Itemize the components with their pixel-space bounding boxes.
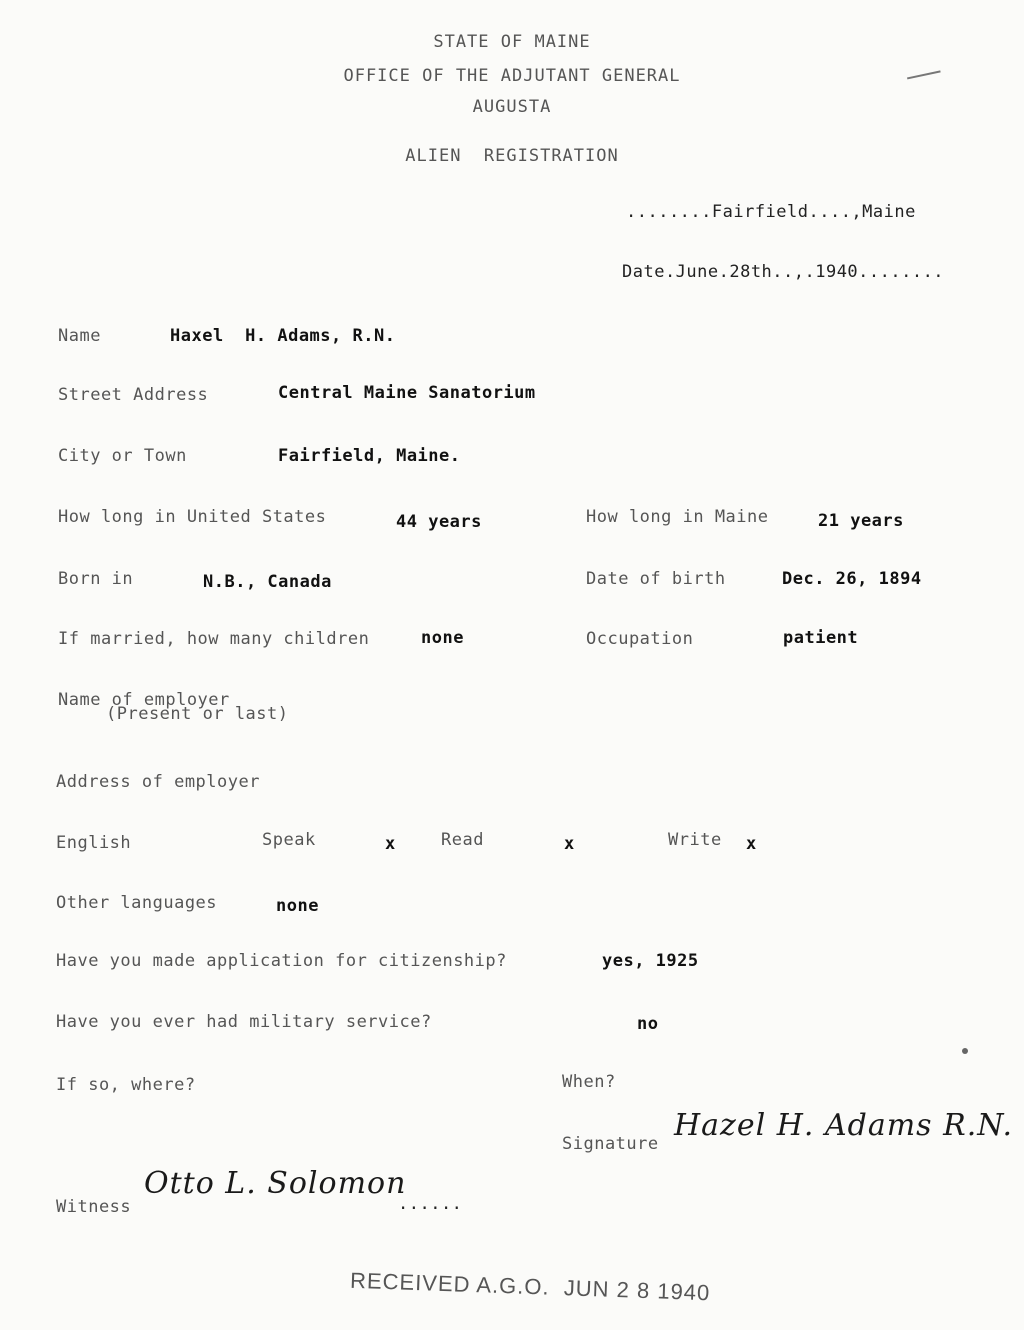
speak-mark: x: [385, 834, 396, 854]
name-value: Haxel H. Adams, R.N.: [170, 326, 396, 346]
maine-duration-label: How long in Maine: [586, 507, 769, 527]
witness-signature: Otto L. Solomon: [144, 1166, 407, 1201]
header-city: AUGUSTA: [472, 97, 552, 117]
form-title: ALIEN REGISTRATION: [405, 146, 619, 166]
speak-label: Speak: [262, 830, 316, 850]
english-label: English: [56, 833, 132, 853]
military-label: Have you ever had military service?: [56, 1012, 432, 1032]
street-value: Central Maine Sanatorium: [278, 383, 536, 403]
read-label: Read: [441, 830, 484, 850]
witness-label: Witness: [56, 1197, 132, 1217]
citizenship-value: yes, 1925: [602, 951, 699, 971]
city-value: Fairfield, Maine.: [278, 446, 461, 466]
signature-value: Hazel H. Adams R.N.: [674, 1108, 1014, 1143]
city-label: City or Town: [58, 446, 187, 466]
military-value: no: [637, 1014, 659, 1034]
employer-label: Name of employer: [58, 690, 230, 710]
when-label: When?: [562, 1072, 616, 1092]
occupation-label: Occupation: [586, 629, 694, 649]
where-label: If so, where?: [56, 1075, 196, 1095]
children-value: none: [421, 628, 464, 648]
witness-dots: ......: [398, 1194, 463, 1214]
maine-duration-value: 21 years: [818, 511, 904, 531]
employer-sublabel: (Present or last): [106, 704, 289, 724]
write-mark: x: [746, 834, 757, 854]
other-languages-label: Other languages: [56, 893, 218, 913]
dob-label: Date of birth: [586, 569, 726, 589]
occupation-value: patient: [783, 628, 859, 648]
employer-address-label: Address of employer: [56, 772, 260, 792]
header-office: OFFICE OF THE ADJUTANT GENERAL: [343, 66, 681, 86]
dob-value: Dec. 26, 1894: [782, 569, 922, 589]
write-label: Write: [668, 830, 722, 850]
street-label: Street Address: [58, 385, 209, 405]
birthplace-value: N.B., Canada: [203, 572, 332, 592]
other-languages-value: none: [276, 896, 319, 916]
header-state: STATE OF MAINE: [433, 32, 591, 52]
children-label: If married, how many children: [58, 629, 370, 649]
birthplace-label: Born in: [58, 569, 134, 589]
place-field: ........Fairfield....,Maine: [626, 202, 916, 222]
us-duration-label: How long in United States: [58, 507, 327, 527]
ink-dot: [962, 1048, 968, 1054]
read-mark: x: [564, 834, 575, 854]
date-field: Date.June.28th..,.1940........: [622, 262, 945, 282]
us-duration-value: 44 years: [396, 512, 482, 532]
signature-label: Signature: [562, 1134, 659, 1154]
name-label: Name: [58, 326, 101, 346]
citizenship-label: Have you made application for citizenship?: [56, 951, 507, 971]
received-stamp: RECEIVED A.G.O. JUN 2 8 1940: [349, 1267, 711, 1306]
